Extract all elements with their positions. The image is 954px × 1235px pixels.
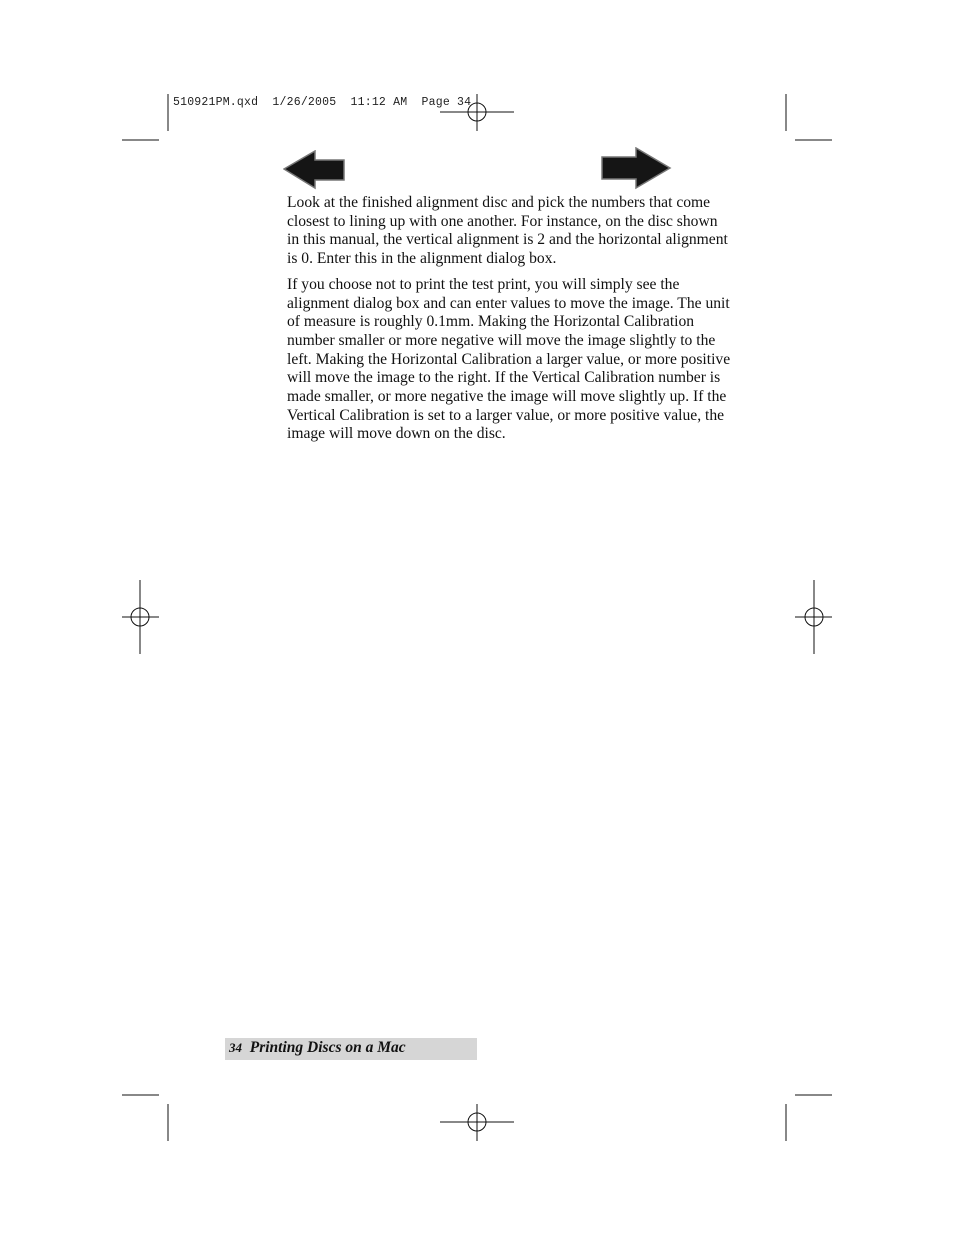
section-title: Printing Discs on a Mac	[249, 1039, 406, 1056]
paragraph-alignment-disc: Look at the finished alignment disc and pick the numbers that come closest to lining up with one another. For instance, on the disc shown in this manual, the vertical alignment is 2 and the horizontal alignment is 0. Enter this in the alignment dialog box.	[287, 194, 728, 268]
registration-mark-bottom	[440, 1104, 514, 1141]
print-slug: 510921PM.qxd 1/26/2005 11:12 AM Page 34	[173, 96, 472, 109]
previous-page-button[interactable]	[283, 150, 347, 190]
registration-mark-right	[795, 580, 832, 654]
page-number: 34	[229, 1040, 242, 1055]
left-arrow-icon	[284, 151, 344, 188]
right-arrow-icon	[602, 148, 670, 188]
paragraph-calibration: If you choose not to print the test print, you will simply see the alignment dialog box and can enter values to move the image. The unit of measure is roughly 0.1mm. Making the Horizontal Calibration number smaller or more negative will move the image slightly to the left. Making the Horizontal Calibration a larger value, or more positive will move the image to the right. If the Vertical Calibration number is made smaller, or more negative the image will move slightly up. If the Vertical Calibration is set to a larger value, or more positive value, the image will move down on the disc.	[287, 275, 731, 443]
main-content	[287, 194, 733, 451]
page-footer	[229, 1039, 406, 1057]
next-page-button[interactable]	[600, 147, 674, 191]
registration-mark-left	[122, 580, 159, 654]
registration-mark-top	[440, 94, 514, 131]
